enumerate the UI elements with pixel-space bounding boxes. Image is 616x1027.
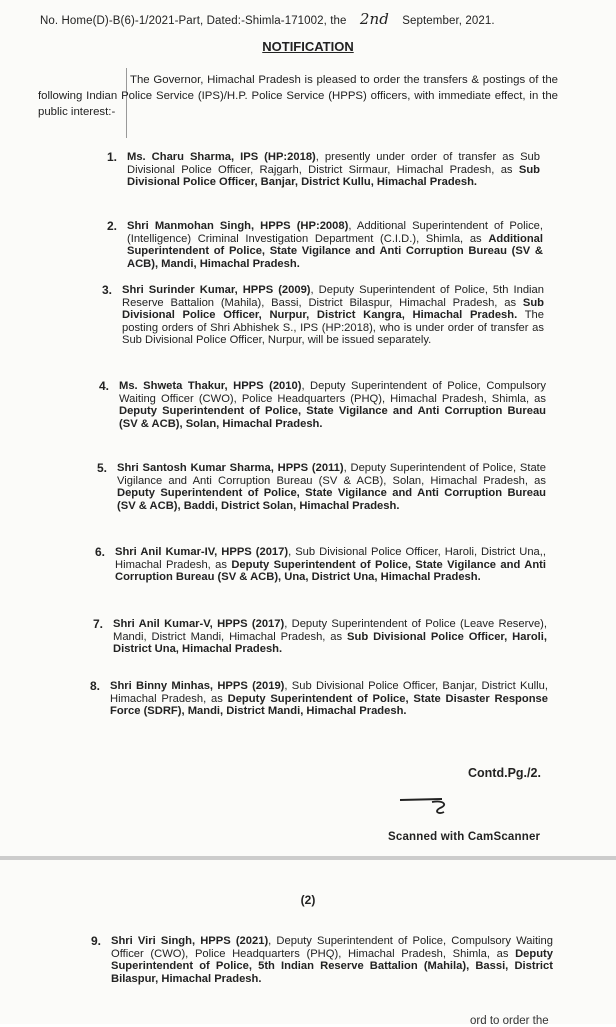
reference-number: No. Home(D)-B(6)-1/2021-Part, Dated:-Shimla-171002, the <box>40 15 347 27</box>
continued-note: Contd.Pg./2. <box>468 766 541 780</box>
list-item <box>93 617 548 656</box>
item-number: 9. <box>91 934 102 948</box>
officer-name: Ms. Shweta Thakur, HPPS (2010) <box>119 380 302 392</box>
item-number: 7. <box>93 617 104 631</box>
officer-name: Shri Viri Singh, HPPS (2021) <box>111 935 269 947</box>
item-text: , Deputy Superintendent of Police, Compulsory Waiting Officer (CWO), Police Headquarters (PHQ), Himachal Pradesh, Shimla, as <box>111 935 553 960</box>
new-posting: Sub Divisional Police Officer, Banjar, District Kullu, Himachal Pradesh. <box>127 163 540 189</box>
list-item <box>107 219 543 270</box>
officer-name: Ms. Charu Sharma, IPS (HP:2018) <box>127 151 316 163</box>
intro-paragraph: The Governor, Himachal Pradesh is pleased to order the transfers & postings of the following Indian Police Service (IPS)/H.P. Police Service (HPPS) officers, with immediate effect, in the public interest:- <box>38 74 558 118</box>
item-text: , Sub Divisional Police Officer, Banjar, District Kullu, Himachal Pradesh, as <box>110 680 548 705</box>
page-number: (2) <box>300 893 316 907</box>
new-posting: Deputy Superintendent of Police, State Vigilance and Anti Corruption Bureau (SV & ACB), Baddi, District Solan, Himachal Pradesh. <box>117 487 546 512</box>
new-posting: Deputy Superintendent of Police, 5th Indian Reserve Battalion (Mahila), Bassi, District Bilaspur, Himachal Pradesh. <box>111 947 553 985</box>
item-note: The posting orders of Shri Abhishek S., IPS (HP:2018), who is under order of transfer as Sub Divisional Police Officer, Nurpur, will be issued separately. <box>122 309 544 347</box>
item-text: , Sub Divisional Police Officer, Haroli, District Una,, Himachal Pradesh, as <box>115 546 546 571</box>
list-item <box>91 934 553 985</box>
new-posting: Additional Superintendent of Police, State Vigilance and Anti Corruption Bureau (SV & ACB), Mandi, Himachal Pradesh. <box>127 232 543 270</box>
list-item <box>107 150 540 189</box>
item-text: , Deputy Superintendent of Police, State Vigilance and Anti Corruption Bureau (SV & ACB), Solan, Himachal Pradesh, as <box>117 462 546 487</box>
new-posting: Sub Divisional Police Officer, Nurpur, District Kangra, Himachal Pradesh. <box>122 296 544 322</box>
item-number: 5. <box>97 461 108 475</box>
new-posting: Deputy Superintendent of Police, State Vigilance and Anti Corruption Bureau (SV & ACB), Solan, Himachal Pradesh. <box>119 405 546 430</box>
item-text: , Deputy Superintendent of Police, Compulsory Waiting Officer (CWO), Police Headquarters (PHQ), Himachal Pradesh, Shimla, as <box>119 380 547 405</box>
signature-mark <box>398 792 468 818</box>
new-posting: Sub Divisional Police Officer, Haroli, District Una, Himachal Pradesh. <box>113 630 547 656</box>
officer-name: Shri Santosh Kumar Sharma, HPPS (2011) <box>117 462 344 474</box>
reference-line <box>40 10 495 28</box>
item-text: , Additional Superintendent of Police, (Intelligence) Criminal Investigation Department (C.I.D.), Shimla, as <box>127 220 543 245</box>
notification-title: NOTIFICATION <box>262 39 354 54</box>
item-text: , Deputy Superintendent of Police (Leave Reserve), Mandi, District Mandi, Himachal Pradesh, as <box>113 618 548 643</box>
list-item <box>102 283 544 347</box>
list-item <box>97 461 546 512</box>
officer-name: Shri Manmohan Singh, HPPS (HP:2008) <box>127 220 349 232</box>
officer-name: Shri Binny Minhas, HPPS (2019) <box>110 680 285 692</box>
item-number: 2. <box>107 219 118 233</box>
cutoff-text: ord to order the <box>470 1015 549 1027</box>
item-number: 6. <box>95 545 106 559</box>
officer-name: Shri Anil Kumar-V, HPPS (2017) <box>113 618 285 630</box>
item-text: , Deputy Superintendent of Police, 5th Indian Reserve Battalion (Mahila), Bassi, District Bilaspur, Himachal Pradesh, as <box>122 284 544 309</box>
item-number: 8. <box>90 679 101 693</box>
list-item <box>95 545 546 584</box>
officer-name: Shri Anil Kumar-IV, HPPS (2017) <box>115 546 289 558</box>
new-posting: Deputy Superintendent of Police, State Disaster Response Force (SDRF), Mandi, District Mandi, Himachal Pradesh. <box>110 692 548 718</box>
scanner-watermark: Scanned with CamScanner <box>388 831 541 843</box>
item-text: , presently under order of transfer as Sub Divisional Police Officer, Rajgarh, District Sirmaur, Himachal Pradesh, as <box>127 151 540 176</box>
list-item <box>99 379 547 430</box>
item-number: 3. <box>102 283 113 297</box>
handwritten-date: 2nd <box>359 10 389 28</box>
new-posting: Deputy Superintendent of Police, State Vigilance and Anti Corruption Bureau (SV & ACB), Una, District Una, Himachal Pradesh. <box>115 558 546 584</box>
officer-name: Shri Surinder Kumar, HPPS (2009) <box>122 284 311 296</box>
item-number: 4. <box>99 379 110 393</box>
item-number: 1. <box>107 150 118 164</box>
reference-month-year: September, 2021. <box>402 15 495 27</box>
list-item <box>90 679 548 718</box>
